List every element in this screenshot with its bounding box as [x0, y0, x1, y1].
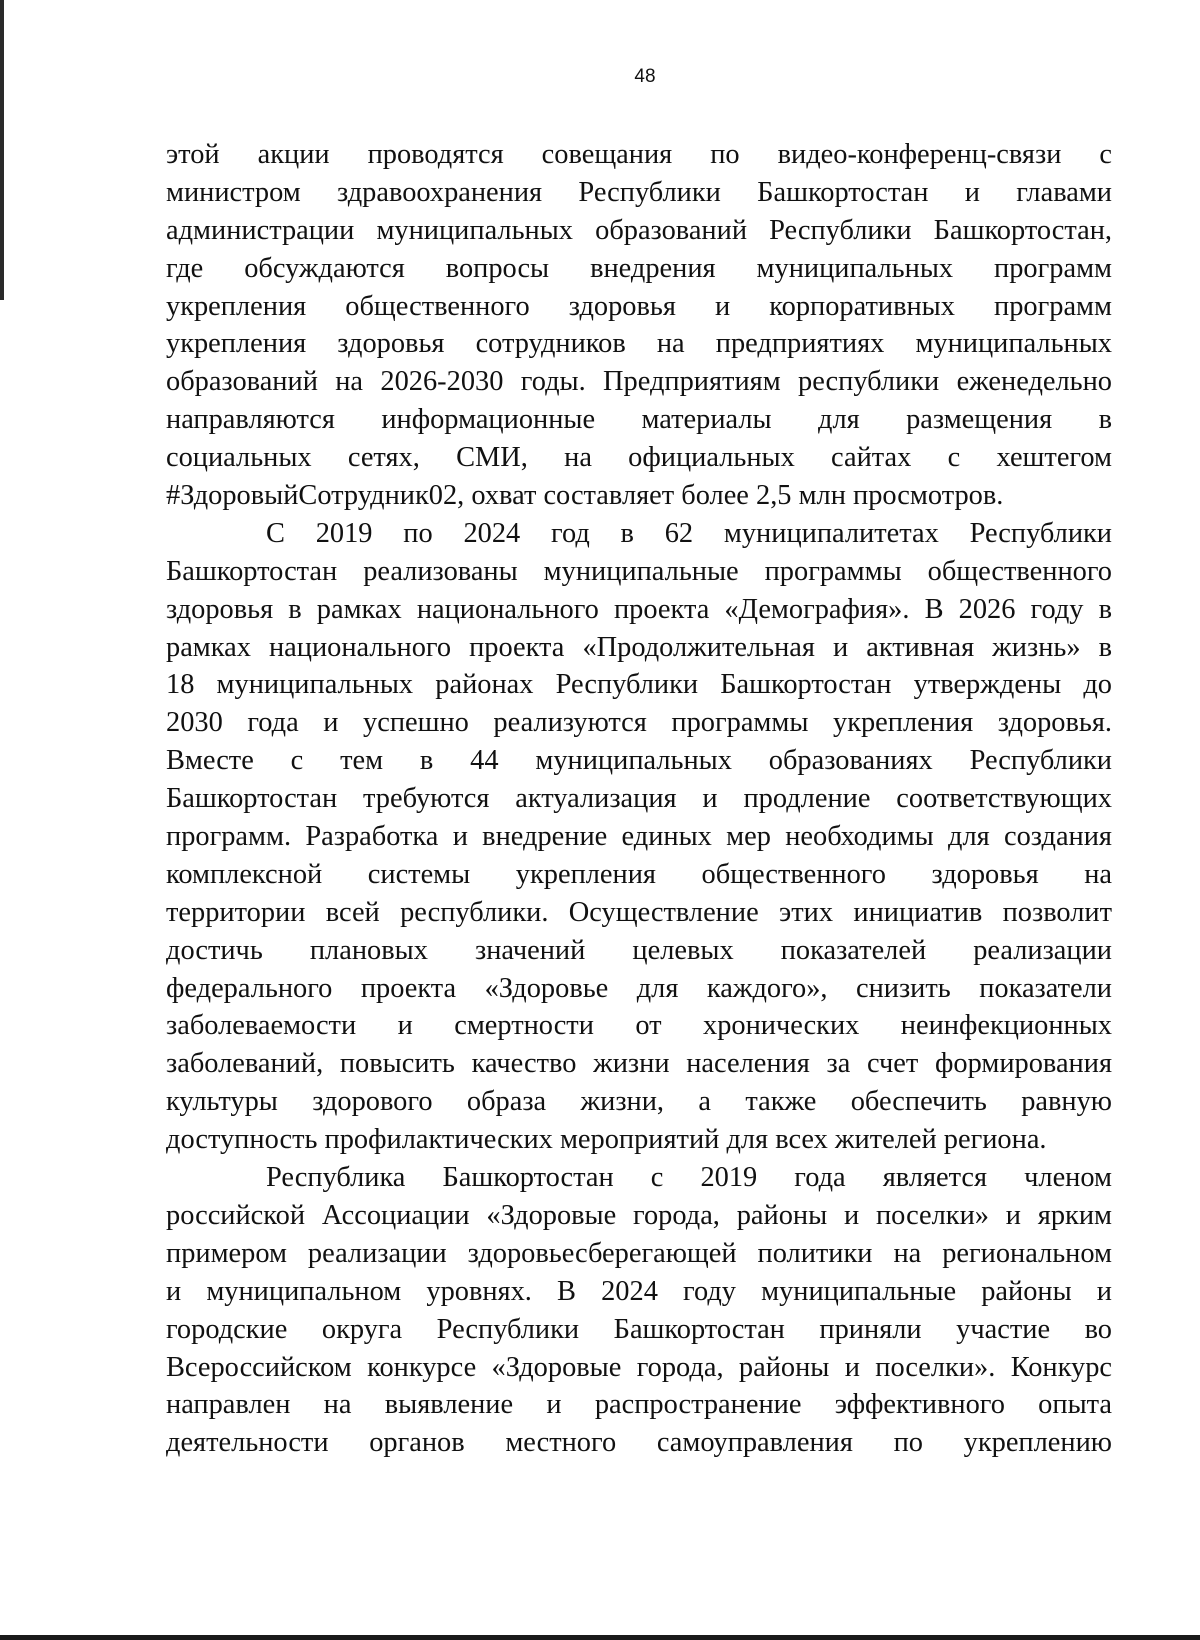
text-line: территории всей республики. Осуществление этих инициатив позволит: [166, 896, 1112, 928]
text-line: образований на 2026-2030 годы. Предприятиям республики еженедельно: [166, 366, 1112, 398]
text-line: 18 муниципальных районах Республики Башкортостан утверждены до: [166, 669, 1112, 701]
text-line: заболеваемости и смертности от хронических неинфекционных: [166, 1010, 1112, 1042]
scan-edge-left: [0, 0, 4, 300]
text-line: здоровья в рамках национального проекта «Демография». В 2026 году в: [166, 593, 1112, 625]
paragraph-3: [166, 1159, 1112, 1462]
paragraph-1: [166, 136, 1112, 515]
text-line: Вместе с тем в 44 муниципальных образованиях Республики: [166, 745, 1112, 777]
text-line: программ. Разработка и внедрение единых мер необходимы для создания: [166, 821, 1112, 853]
text-line: заболеваний, повысить качество жизни населения за счет формирования: [166, 1048, 1112, 1080]
text-line: федерального проекта «Здоровье для каждого», снизить показатели: [166, 972, 1112, 1004]
text-line: 2030 года и успешно реализуются программы укрепления здоровья.: [166, 707, 1112, 739]
text-line: С 2019 по 2024 год в 62 муниципалитетах Республики: [266, 517, 1112, 549]
text-line: достичь плановых значений целевых показателей реализации: [166, 934, 1112, 966]
text-line: рамках национального проекта «Продолжительная и активная жизнь» в: [166, 631, 1112, 663]
text-line: и муниципальном уровнях. В 2024 году муниципальные районы и: [166, 1275, 1112, 1307]
text-line: укрепления общественного здоровья и корпоративных программ: [166, 290, 1112, 322]
text-line: укрепления здоровья сотрудников на предприятиях муниципальных: [166, 328, 1112, 360]
text-line: министром здравоохранения Республики Башкортостан и главами: [166, 176, 1112, 208]
text-line: Башкортостан реализованы муниципальные программы общественного: [166, 555, 1112, 587]
scan-edge-bottom: [0, 1635, 1200, 1640]
text-line: комплексной системы укрепления общественного здоровья на: [166, 858, 1112, 890]
text-line: Всероссийском конкурсе «Здоровые города, районы и поселки». Конкурс: [166, 1351, 1112, 1383]
document-body: [166, 136, 1112, 1462]
text-line: городские округа Республики Башкортостан приняли участие во: [166, 1313, 1112, 1345]
text-line: направляются информационные материалы для размещения в: [166, 404, 1112, 436]
text-line: Республика Башкортостан с 2019 года является членом: [266, 1162, 1112, 1194]
text-line: примером реализации здоровьесберегающей политики на региональном: [166, 1237, 1112, 1269]
paragraph-2: [166, 515, 1112, 1159]
text-line: направлен на выявление и распространение эффективного опыта: [166, 1389, 1112, 1421]
text-line: #ЗдоровыйСотрудник02, охват составляет более 2,5 млн просмотров.: [166, 480, 1004, 512]
text-line: этой акции проводятся совещания по видео-конференц-связи с: [166, 139, 1112, 170]
text-line: Башкортостан требуются актуализация и продление соответствующих: [166, 783, 1112, 815]
text-line: деятельности органов местного самоуправления по укреплению: [166, 1427, 1112, 1459]
page-number: 48: [634, 66, 656, 87]
text-line: социальных сетях, СМИ, на официальных сайтах с хештегом: [166, 442, 1112, 474]
text-line: где обсуждаются вопросы внедрения муниципальных программ: [166, 252, 1112, 284]
text-line: российской Ассоциации «Здоровые города, районы и поселки» и ярким: [166, 1199, 1112, 1231]
text-line: доступность профилактических мероприятий для всех жителей региона.: [166, 1124, 1047, 1156]
text-line: культуры здорового образа жизни, а также обеспечить равную: [166, 1086, 1112, 1118]
text-line: администрации муниципальных образований Республики Башкортостан,: [166, 214, 1112, 246]
